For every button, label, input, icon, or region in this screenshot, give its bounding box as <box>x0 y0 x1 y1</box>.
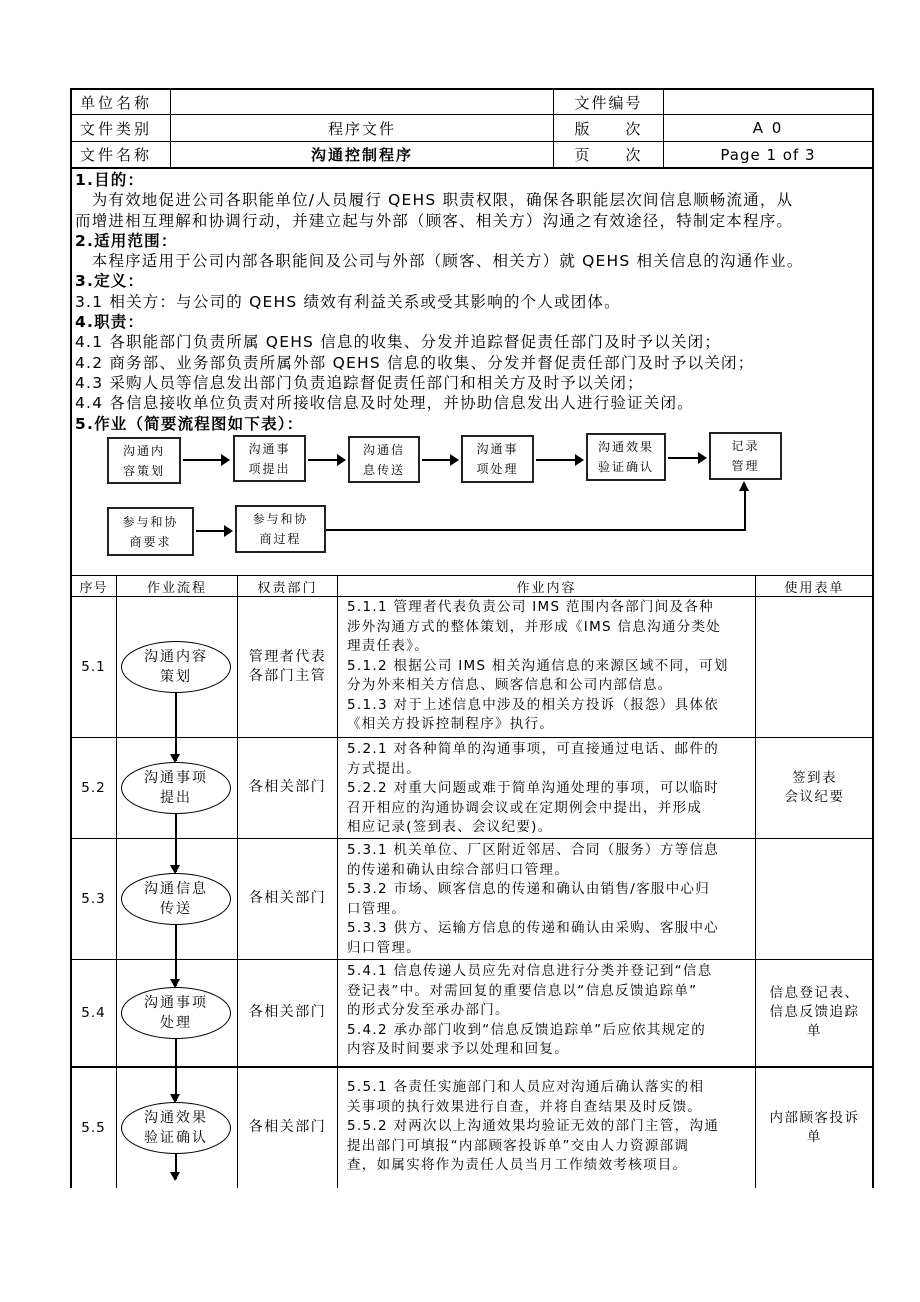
process-text: 处理 <box>160 1014 192 1031</box>
content-line: 的形式分发至承办部门。 <box>347 1002 510 1018</box>
flow-box <box>709 432 782 480</box>
procedure-sections <box>75 170 875 434</box>
flow-down-arrow <box>175 1154 177 1180</box>
flow-arrow <box>668 457 705 459</box>
row-number: 5.5 <box>81 1119 106 1136</box>
flow-box-text: 项提出 <box>248 461 291 476</box>
flow-connector <box>326 529 745 531</box>
form-name: 信息反馈追踪 <box>769 1004 860 1020</box>
section-heading: 5.作业（简要流程图如下表）： <box>75 414 304 433</box>
content-line: 5.2.2 对重大问题或难于简单沟通处理的事项，可以临时 <box>347 780 720 796</box>
flow-box <box>107 507 194 556</box>
form-name: 单 <box>807 1128 822 1145</box>
row-number: 5.2 <box>81 779 106 796</box>
content-line: 5.3.1 机关单位、厂区附近邻居、合同（服务）方等信息 <box>347 842 720 858</box>
flow-box-text: 记录 <box>731 439 760 453</box>
content-line: 相应记录(签到表、会议纪要)。 <box>347 819 553 835</box>
doc-name-value: 沟通控制程序 <box>310 146 413 164</box>
process-text: 沟通效果 <box>144 1109 208 1126</box>
responsible-dept <box>238 959 337 1066</box>
version-label: 版 次 <box>574 119 643 138</box>
flow-box-text: 沟通信 <box>362 442 405 457</box>
section-heading: 3.定义： <box>75 272 145 291</box>
dept-text: 各部门主管 <box>248 667 327 684</box>
dept-text: 各相关部门 <box>248 779 327 795</box>
process-text: 验证确认 <box>144 1129 208 1146</box>
flow-box-text: 商过程 <box>259 532 302 546</box>
responsible-dept <box>238 596 337 737</box>
flow-box <box>348 436 420 483</box>
page-label: 页 次 <box>574 146 643 164</box>
content-line: 5.1.1 管理者代表负责公司 IMS 范围内各部门间及各种 <box>347 599 714 615</box>
work-content <box>347 841 752 958</box>
work-content <box>347 1078 752 1176</box>
flow-down-arrow <box>175 693 177 761</box>
section-text: 4.1 各职能部门负责所属 QEHS 信息的收集、分发并追踪督促责任部门及时予以关闭； <box>75 333 722 352</box>
section-text: 而增进相互理解和协调行动，并建立起与外部（顾客、相关方）沟通之有效途径，特制定本程序。 <box>75 211 794 230</box>
doc-type-value: 程序文件 <box>327 119 396 138</box>
flow-down-arrow <box>175 814 177 872</box>
process-text: 提出 <box>160 789 192 806</box>
doc-no-value <box>664 90 872 114</box>
dept-text: 管理者代表 <box>248 648 327 665</box>
content-line: 5.3.2 市场、顾客信息的传递和确认由销售/客服中心归 <box>347 881 711 897</box>
row-number: 5.3 <box>81 890 106 907</box>
content-line: 提出部门可填报“内部顾客投诉单”交由人力资源部调 <box>347 1137 690 1154</box>
process-text: 沟通内容 <box>144 648 208 665</box>
content-line: 理责任表》。 <box>347 638 430 654</box>
doc-no-label: 文件编号 <box>574 93 643 112</box>
process-text: 沟通事项 <box>144 994 208 1011</box>
work-content <box>347 740 752 838</box>
flow-arrow <box>183 459 228 461</box>
section-heading: 1.目的： <box>75 171 145 189</box>
doc-type-label: 文件类别 <box>80 119 153 138</box>
content-line: 5.1.2 根据公司 IMS 相关沟通信息的来源区域不同，可划 <box>347 657 729 674</box>
flow-box-text: 沟通内 <box>122 443 165 458</box>
flow-box-text: 沟通事 <box>248 441 291 456</box>
responsible-dept <box>238 1067 337 1188</box>
flow-box <box>586 433 666 481</box>
flow-box-text: 息传送 <box>362 462 405 477</box>
col-header-flow: 作业流程 <box>146 580 207 596</box>
content-line: 涉外沟通方式的整体策划，并形成《IMS 信息沟通分类处 <box>347 618 722 635</box>
col-header-content: 作业内容 <box>516 580 577 596</box>
form-name: 信息登记表、 <box>769 985 860 1001</box>
flow-box-text: 管理 <box>731 459 760 473</box>
flow-box <box>461 435 534 483</box>
content-line: 5.2.1 对各种简单的沟通事项，可直接通过电话、邮件的 <box>347 741 720 757</box>
process-text: 策划 <box>160 668 192 685</box>
dept-text: 各相关部门 <box>248 890 327 906</box>
responsible-dept <box>238 838 337 959</box>
flow-box <box>233 435 306 482</box>
section-heading: 2.适用范围： <box>75 231 178 250</box>
form-name: 内部顾客投诉 <box>769 1109 860 1126</box>
process-ellipse <box>121 1102 231 1154</box>
process-text: 沟通信息 <box>144 880 208 897</box>
content-line: 5.5.1 各责任实施部门和人员应对沟通后确认落实的相 <box>347 1079 705 1095</box>
section-text: 4.2 商务部、业务部负责所属外部 QEHS 信息的收集、分发并督促责任部门及时予以关闭； <box>75 353 755 372</box>
flow-down-arrow <box>175 1039 177 1101</box>
content-line: 关事项的执行效果进行自查，并将自查结果及时反馈。 <box>347 1098 703 1115</box>
work-content <box>347 962 752 1060</box>
content-line: 5.4.2 承办部门收到“信息反馈追踪单”后应依其规定的 <box>347 1021 707 1038</box>
col-header-no: 序号 <box>79 580 108 596</box>
content-line: 5.1.3 对于上述信息中涉及的相关方投诉（报怨）具体依 <box>347 696 720 713</box>
content-line: 方式提出。 <box>347 760 421 777</box>
flow-arrow <box>536 459 582 461</box>
flow-box-text: 商要求 <box>129 534 172 549</box>
content-line: 召开相应的沟通协调会议或在定期例会中提出，并形成 <box>347 799 703 816</box>
section-text: 4.4 各信息接收单位负责对所接收信息及时处理，并协助信息发出人进行验证关闭。 <box>75 394 694 413</box>
flow-box-text: 项处理 <box>476 462 519 476</box>
forms-used <box>756 1067 873 1188</box>
unit-name-label: 单位名称 <box>80 93 153 112</box>
page-value: Page 1 of 3 <box>720 145 816 164</box>
content-line: 内容及时间要求予以处理和回复。 <box>347 1041 569 1057</box>
section-heading: 4.职责： <box>75 313 145 332</box>
process-text: 沟通事项 <box>144 769 208 786</box>
flow-connector <box>744 488 746 531</box>
process-ellipse <box>121 873 231 925</box>
section-text: 为有效地促进公司各职能单位/人员履行 QEHS 职责权限，确保各职能层次间信息顺畅流通，从 <box>75 191 794 210</box>
col-header-forms: 使用表单 <box>784 580 845 596</box>
unit-name-value <box>171 90 553 114</box>
process-ellipse <box>121 762 231 814</box>
flow-down-arrow <box>175 925 177 986</box>
work-content <box>347 598 752 735</box>
process-ellipse <box>121 641 231 693</box>
doc-name-label: 文件名称 <box>80 146 153 164</box>
flow-box <box>107 437 181 484</box>
flow-arrow <box>308 459 344 461</box>
process-ellipse <box>121 987 231 1039</box>
content-line: 登记表”中。对需回复的重要信息以“信息反馈追踪单” <box>347 982 698 999</box>
form-name: 签到表 <box>792 769 837 786</box>
content-line: 5.3.3 供方、运输方信息的传递和确认由采购、客服中心 <box>347 920 720 936</box>
col-header-dept: 权责部门 <box>257 580 318 596</box>
content-line: 查，如属实将作为责任人员当月工作绩效考核项目。 <box>347 1157 688 1173</box>
flow-arrow <box>422 459 457 461</box>
dept-text: 各相关部门 <box>248 1004 327 1020</box>
content-line: 口管理。 <box>347 900 407 917</box>
process-text: 传送 <box>160 900 192 917</box>
content-line: 《相关方投诉控制程序》执行。 <box>347 716 555 732</box>
content-line: 5.5.2 对两次以上沟通效果均验证无效的部门主管，沟通 <box>347 1118 720 1134</box>
flow-box-text: 参与和协 <box>252 512 309 526</box>
flow-box-text: 容策划 <box>122 463 165 478</box>
section-text: 本程序适用于公司内部各职能间及公司与外部（顾客、相关方）就 QEHS 相关信息的沟通作业。 <box>75 252 804 271</box>
row-number: 5.4 <box>81 1004 106 1021</box>
forms-used <box>756 596 873 737</box>
flow-box-text: 参与和协 <box>122 514 179 529</box>
arrow-up-icon <box>739 481 749 491</box>
content-line: 的传递和确认由综合部归口管理。 <box>347 861 569 878</box>
flow-arrow <box>196 530 231 532</box>
forms-used <box>756 737 873 838</box>
forms-used <box>756 838 873 959</box>
content-line: 分为外来相关方信息、顾客信息和公司内部信息。 <box>347 677 673 693</box>
flow-box-text: 沟通事 <box>476 442 519 456</box>
row-number: 5.1 <box>81 658 106 675</box>
responsible-dept <box>238 737 337 838</box>
dept-text: 各相关部门 <box>248 1119 327 1135</box>
flow-box-text: 沟通效果 <box>597 440 654 454</box>
section-text: 3.1 相关方：与公司的 QEHS 绩效有利益关系或受其影响的个人或团体。 <box>75 292 621 311</box>
version-value: A 0 <box>752 119 784 137</box>
content-line: 归口管理。 <box>347 939 421 956</box>
forms-used <box>756 959 873 1066</box>
form-name: 单 <box>807 1023 822 1039</box>
flow-box <box>235 505 326 553</box>
content-line: 5.4.1 信息传递人员应先对信息进行分类并登记到“信息 <box>347 963 713 979</box>
section-text: 4.3 采购人员等信息发出部门负责追踪督促责任部门和相关方及时予以关闭； <box>75 373 644 392</box>
form-name: 会议纪要 <box>784 788 845 805</box>
flow-box-text: 验证确认 <box>597 460 654 474</box>
